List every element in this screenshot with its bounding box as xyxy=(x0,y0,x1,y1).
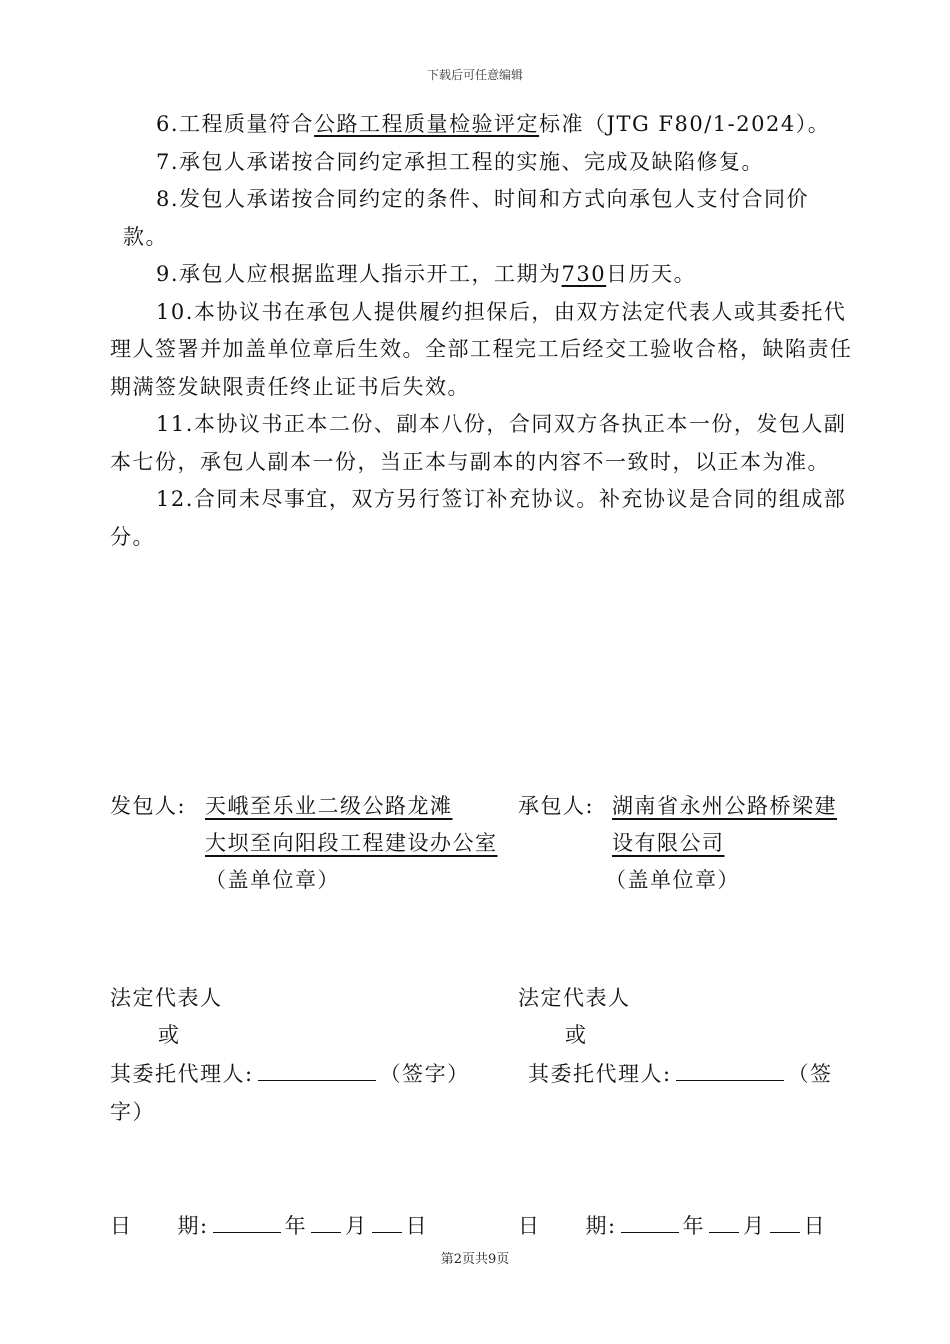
clause-12: 12.合同未尽事宜，双方另行签订补充协议。补充协议是合同的组成部分。 xyxy=(110,487,847,549)
duration-days: 730 xyxy=(561,262,607,286)
contractor-sign-note-part2: 字） xyxy=(110,1100,155,1124)
employer-or: 或 xyxy=(158,1023,181,1047)
contractor-label: 承包人: xyxy=(518,794,595,818)
contractor-seal: （盖单位章） xyxy=(605,868,740,892)
clause-6: 6.工程质量符合公路工程质量检验评定标准（JTG F80/1-2024）。 xyxy=(156,112,831,136)
contractor-date-label: 日 期: xyxy=(518,1214,617,1238)
clause-8: 8.发包人承诺按合同约定的条件、时间和方式向承包人支付合同价 xyxy=(156,187,810,211)
clause-9: 9.承包人应根据监理人指示开工，工期为730日历天。 xyxy=(156,262,697,286)
employer-day-blank[interactable] xyxy=(372,1231,402,1233)
contractor-date-row: 日 期: 年 月 日 xyxy=(518,1214,827,1238)
clause-7: 7.承包人承诺按合同约定承担工程的实施、完成及缺陷修复。 xyxy=(156,149,765,174)
page-header: 下载后可任意编辑 xyxy=(426,68,523,82)
contractor-month-blank[interactable] xyxy=(709,1231,739,1233)
employer-year-blank[interactable] xyxy=(213,1231,281,1233)
employer-label: 发包人: xyxy=(110,794,187,818)
employer-signature-blank[interactable] xyxy=(258,1079,376,1081)
contractor-year-blank[interactable] xyxy=(621,1231,679,1233)
clause-11: 11.本协议书正本二份、副本八份，合同双方各执正本一份，发包人副本七份，承包人副本一份，当正本与副本的内容不一致时，以正本为准。 xyxy=(110,412,847,474)
contractor-agent-row xyxy=(528,1058,833,1088)
employer-seal: （盖单位章） xyxy=(205,868,340,892)
contractor-day-blank[interactable] xyxy=(770,1231,800,1233)
employer-agent-row xyxy=(110,1058,470,1088)
contractor-sign-note-part1: （签 xyxy=(787,1062,833,1086)
contractor-signature-blank[interactable] xyxy=(676,1079,784,1081)
contractor-name-line1: 湖南省永州公路桥梁建 xyxy=(612,794,837,818)
employer-date-label: 日 期: xyxy=(110,1214,209,1238)
employer-sign-note: （签字） xyxy=(379,1062,470,1086)
contractor-name-line2: 设有限公司 xyxy=(612,831,725,855)
agreement-clauses xyxy=(110,106,860,556)
employer-agent-label: 其委托代理人: xyxy=(110,1062,254,1086)
contractor-rep-label: 法定代表人 xyxy=(518,986,631,1010)
contractor-or: 或 xyxy=(565,1023,588,1047)
clause-10: 10.本协议书在承包人提供履约担保后，由双方法定代表人或其委托代理人签署并加盖单位章后生效。全部工程完工后经交工验收合格，缺陷责任期满签发缺限责任终止证书后失效。 xyxy=(110,299,853,399)
employer-date-row: 日 期: 年 月 日 xyxy=(110,1214,429,1238)
page-footer: 第2页共9页 xyxy=(440,1252,510,1267)
employer-month-blank[interactable] xyxy=(311,1231,341,1233)
standard-name: 公路工程质量检验评定 xyxy=(314,112,540,136)
employer-name-line2: 大坝至向阳段工程建设办公室 xyxy=(205,831,498,855)
contractor-agent-label: 其委托代理人: xyxy=(528,1062,672,1086)
clause-8-cont: 款。 xyxy=(123,224,168,249)
employer-name-line1: 天峨至乐业二级公路龙滩 xyxy=(205,794,453,818)
employer-rep-label: 法定代表人 xyxy=(110,986,223,1010)
